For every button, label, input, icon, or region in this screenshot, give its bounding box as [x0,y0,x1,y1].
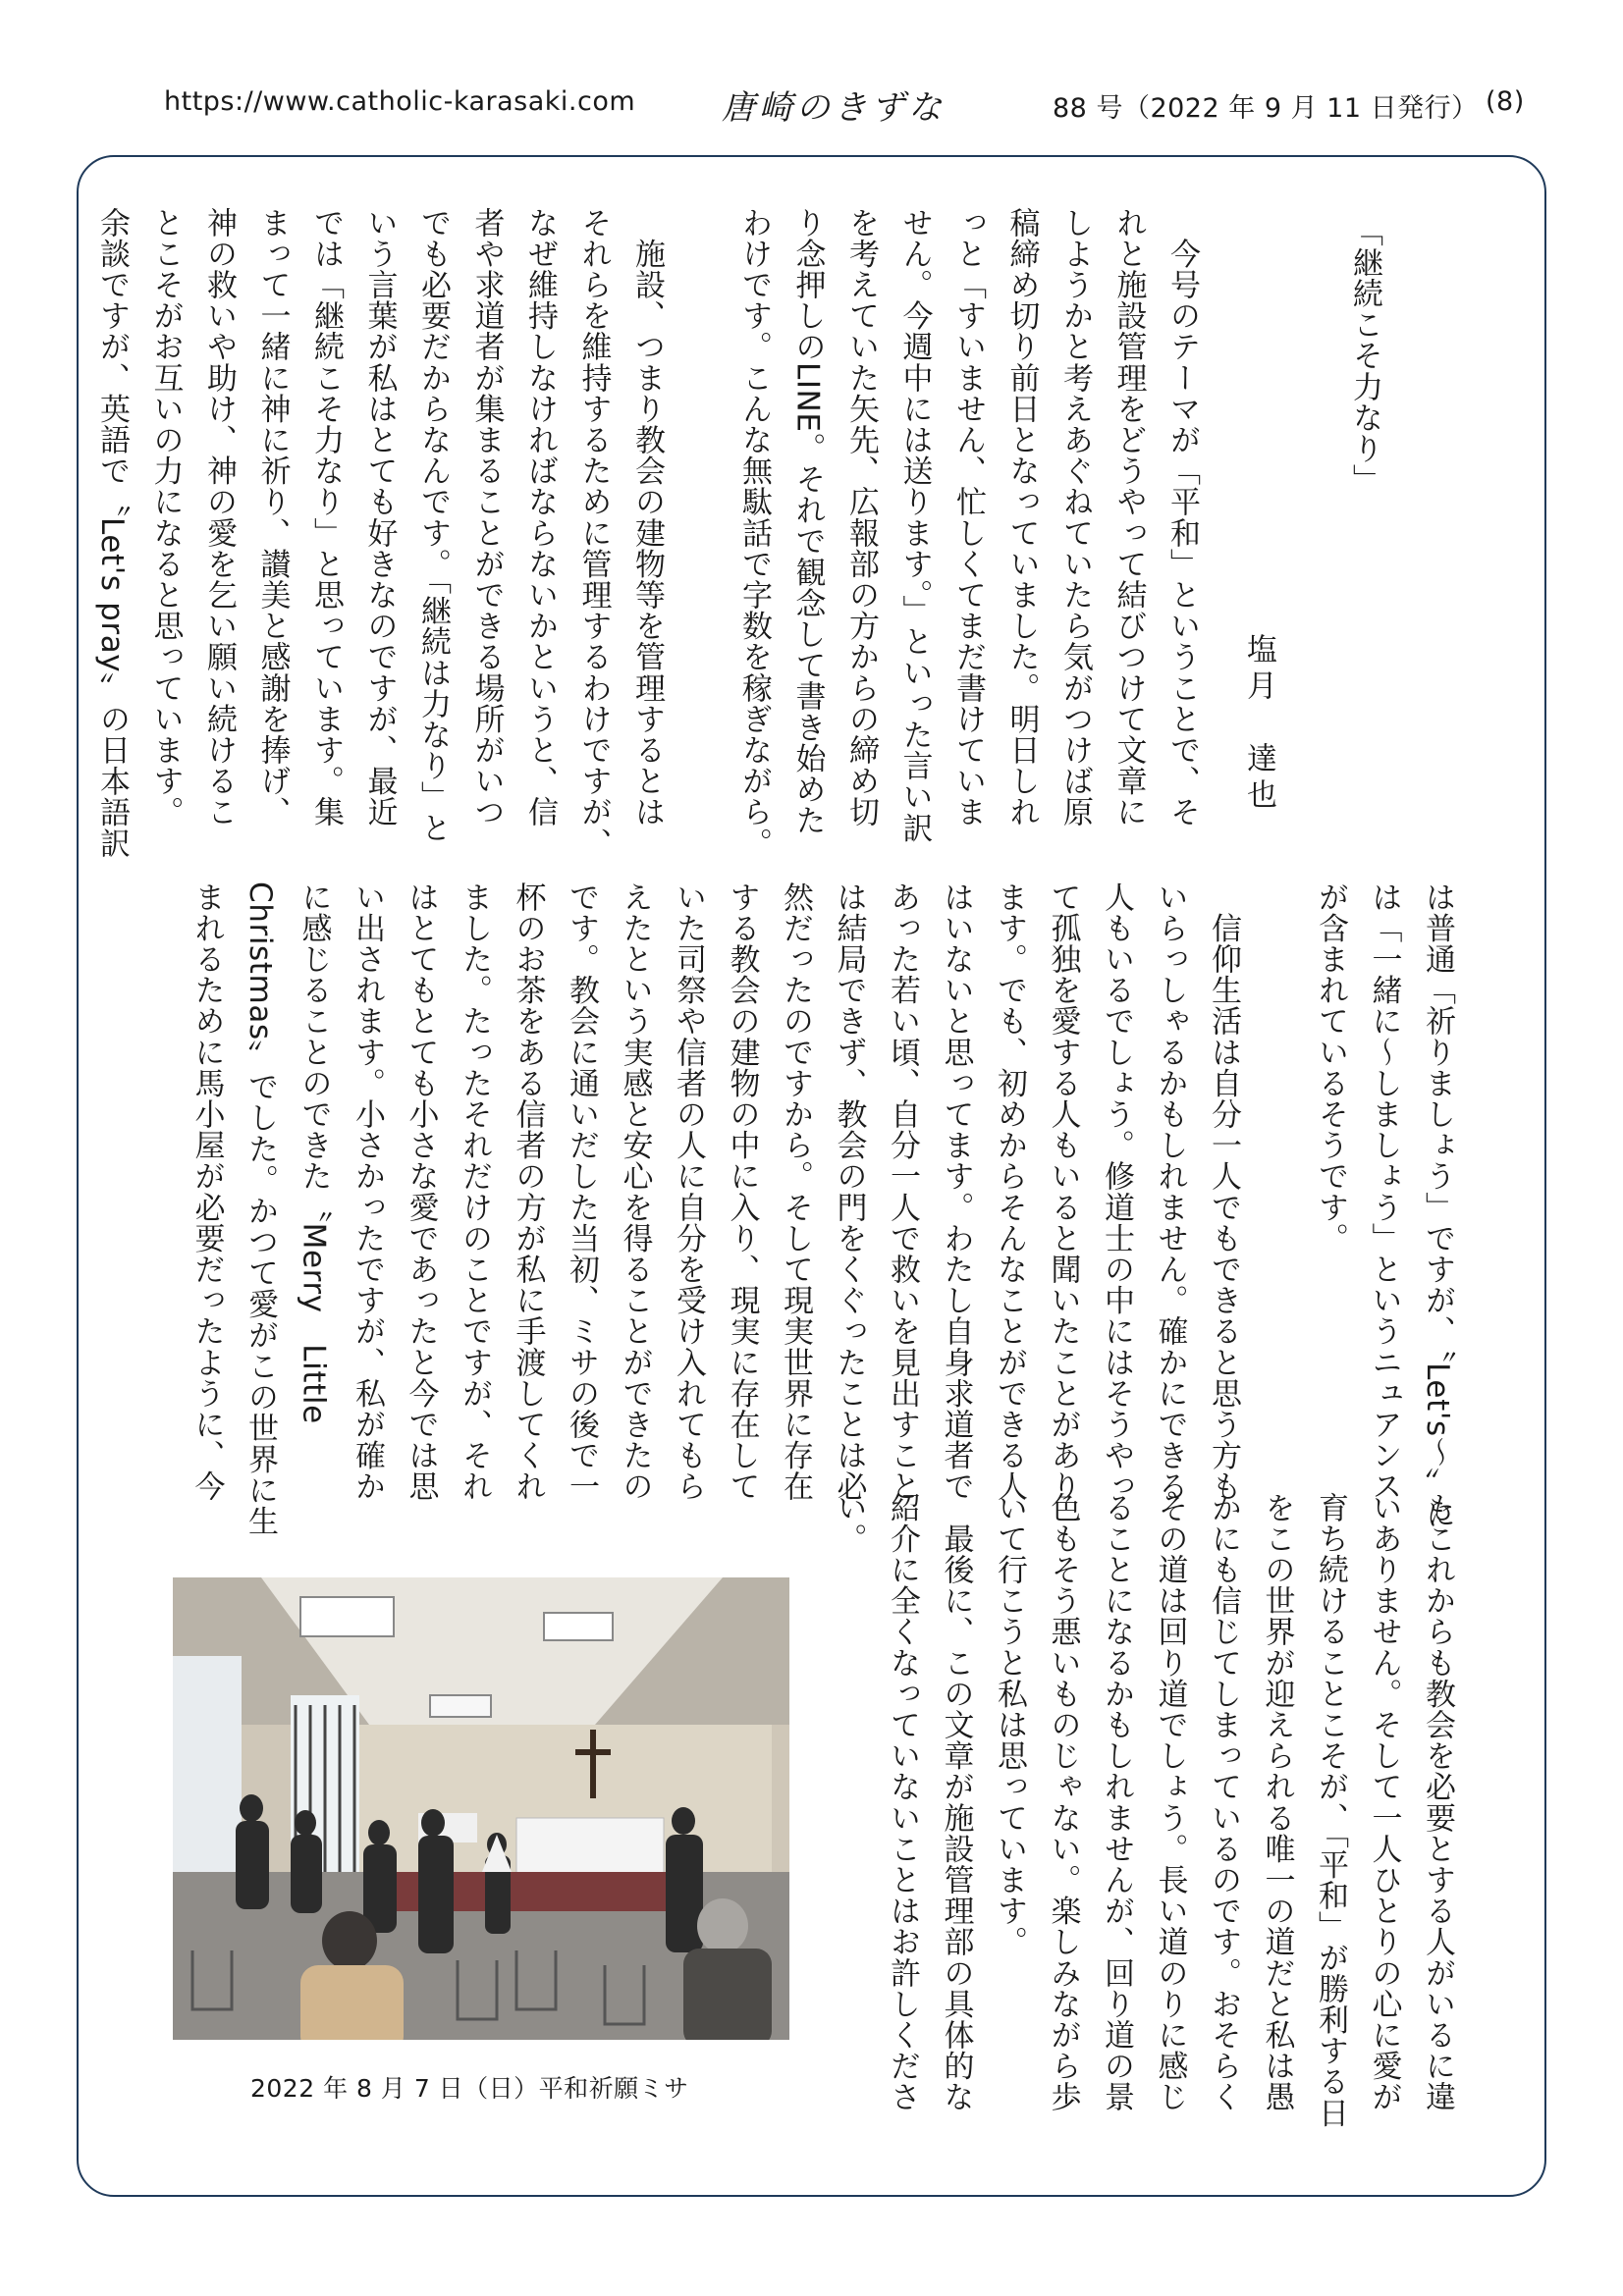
text-line: いらっしゃるかもしれません。確かにできる [1152,881,1188,1502]
mass-photo [173,1577,789,2040]
text-line: それらを維持するために管理するわけですが、 [575,207,612,859]
article-column-2 [180,881,1464,1544]
text-line: あった若い頃、自分一人で救いを見出すこと [885,881,920,1502]
text-line: いた司祭や信者の人に自分を受け入れてもら [671,881,706,1502]
text-line: Christmas〟でした。かつて愛がこの世界に生 [243,881,278,1537]
text-line: 稿締め切り前日となっていました。明日しれ [1003,207,1040,828]
text-line: は普通「祈りましょう」ですが、〝Let's～〟に [1420,881,1455,1530]
text-line: とこそがお互いの力になると思っています。 [147,207,184,828]
text-line: っと「すいません、忙しくてまだ書けていま [950,207,986,828]
text-line: い。 [831,1492,867,1555]
text-line: 最後に、この文章が施設管理部の具体的な [938,1492,974,2112]
text-line: 人もいるでしょう。修道士の中にはそうやっ [1099,881,1134,1502]
text-line: する教会の建物の中に入り、現実に存在して [724,881,760,1502]
article-author: 塩月 達也 [1241,633,1276,815]
text-line: 紹介に全くなっていないことはお許しくださ [885,1492,920,2112]
text-line: はいないと思ってます。わたし自身求道者で [938,881,974,1502]
church-interior-image [173,1577,789,2040]
text-line: は結局できず、教会の門をくぐったことは必 [831,881,867,1502]
page-number: (8) [1486,86,1525,117]
article-title: 「継続こそ力なり」 [1347,216,1382,496]
text-line: えたという実感と安心を得ることができたの [617,881,653,1502]
text-line: 者や求道者が集まることができる場所がいつ [468,207,505,828]
text-line: 神の救いや助け、神の愛を乞い願い続けるこ [201,207,237,828]
text-line: 色もそう悪いものじゃない。楽しみながら歩 [1045,1492,1081,2112]
text-line: なぜ維持しなければならないかというと、信 [522,207,558,828]
text-line: 余談ですが、英語で〝Let's pray〟の日本語訳 [94,207,130,859]
text-line [674,207,728,934]
text-line: を考えていた矢先、広報部の方からの締め切 [843,207,879,828]
text-line: 信仰生活は自分一人でもできると思う方も [1206,881,1241,1502]
text-line: まれるために馬小屋が必要だったように、今 [189,881,225,1502]
text-line: かにも信じてしまっているのです。おそらく [1206,1492,1241,2112]
text-line: まって一緒に神に祈り、讃美と感謝を捧げ、 [254,207,291,828]
text-line: り念押しのLINE。それで観念して書き始めた [789,207,826,836]
text-line: でも必要だからなんです。「継続は力なり」と [415,207,451,844]
text-line: せん。今週中には送ります。」といった言い訳 [896,207,933,844]
text-line: では「継続こそ力なり」と思っています。集 [308,207,344,828]
text-line: て孤独を愛する人もいると聞いたことがあり [1045,881,1081,1502]
text-line [1250,881,1304,1544]
article-column-3 [822,1492,1464,2160]
text-line: 杯のお茶をある信者の方が私に手渡してくれ [510,881,546,1502]
text-line: は「一緒に～しましょう」というニュアンス [1366,881,1402,1502]
article-column-1 [85,207,1210,934]
text-line: 今号のテーマが「平和」ということで、そ [1164,207,1200,828]
text-line: 施設、つまり教会の建物等を管理するとは [629,207,665,828]
text-line: もこれからも教会を必要とする人がいるに違 [1420,1492,1455,2112]
text-line: ることになるかもしれませんが、回り道の景 [1099,1492,1134,2112]
issue-info: 88 号（2022 年 9 月 11 日発行） [1053,93,1479,124]
newsletter-logo: 唐崎のきずな [722,88,946,128]
text-line: をこの世界が迎えられる唯一の道だと私は愚 [1259,1492,1295,2112]
text-line: いう言葉が私はとても好きなのですが、最近 [361,207,398,828]
header-url[interactable]: https://www.catholic-karasaki.com [164,86,636,117]
text-line: いありません。そして一人ひとりの心に愛が [1366,1492,1402,2112]
text-line: です。教会に通いだした当初、ミサの後で一 [564,881,599,1502]
text-line: 育ち続けることこそが、「平和」が勝利する日 [1313,1492,1348,2129]
text-line: いて行こうと私は思っています。 [992,1492,1027,1957]
text-line: その道は回り道でしょう。長い道のりに感じ [1152,1492,1188,2112]
text-line: 然だったのですから。そして現実世界に存在 [778,881,813,1502]
text-line: ました。たったそれだけのことですが、それ [457,881,492,1502]
text-line: はとてもとても小さな愛であったと今では思 [403,881,439,1502]
text-line: が含まれているそうです。 [1313,881,1348,1255]
text-line: い出されます。小さかったですが、私が確か [350,881,385,1502]
text-line: ます。でも、初めからそんなことができる人 [992,881,1027,1502]
text-line: しようかと考えあぐねていたら気がつけば原 [1057,207,1093,828]
text-line: に感じることのできた〝Merry Little [296,881,332,1424]
text-line: わけです。こんな無駄話で字数を稼ぎながら。 [736,207,772,859]
photo-caption: 2022 年 8 月 7 日（日）平和祈願ミサ [250,2074,689,2103]
text-line: れと施設管理をどうやって結びつけて文章に [1110,207,1147,828]
